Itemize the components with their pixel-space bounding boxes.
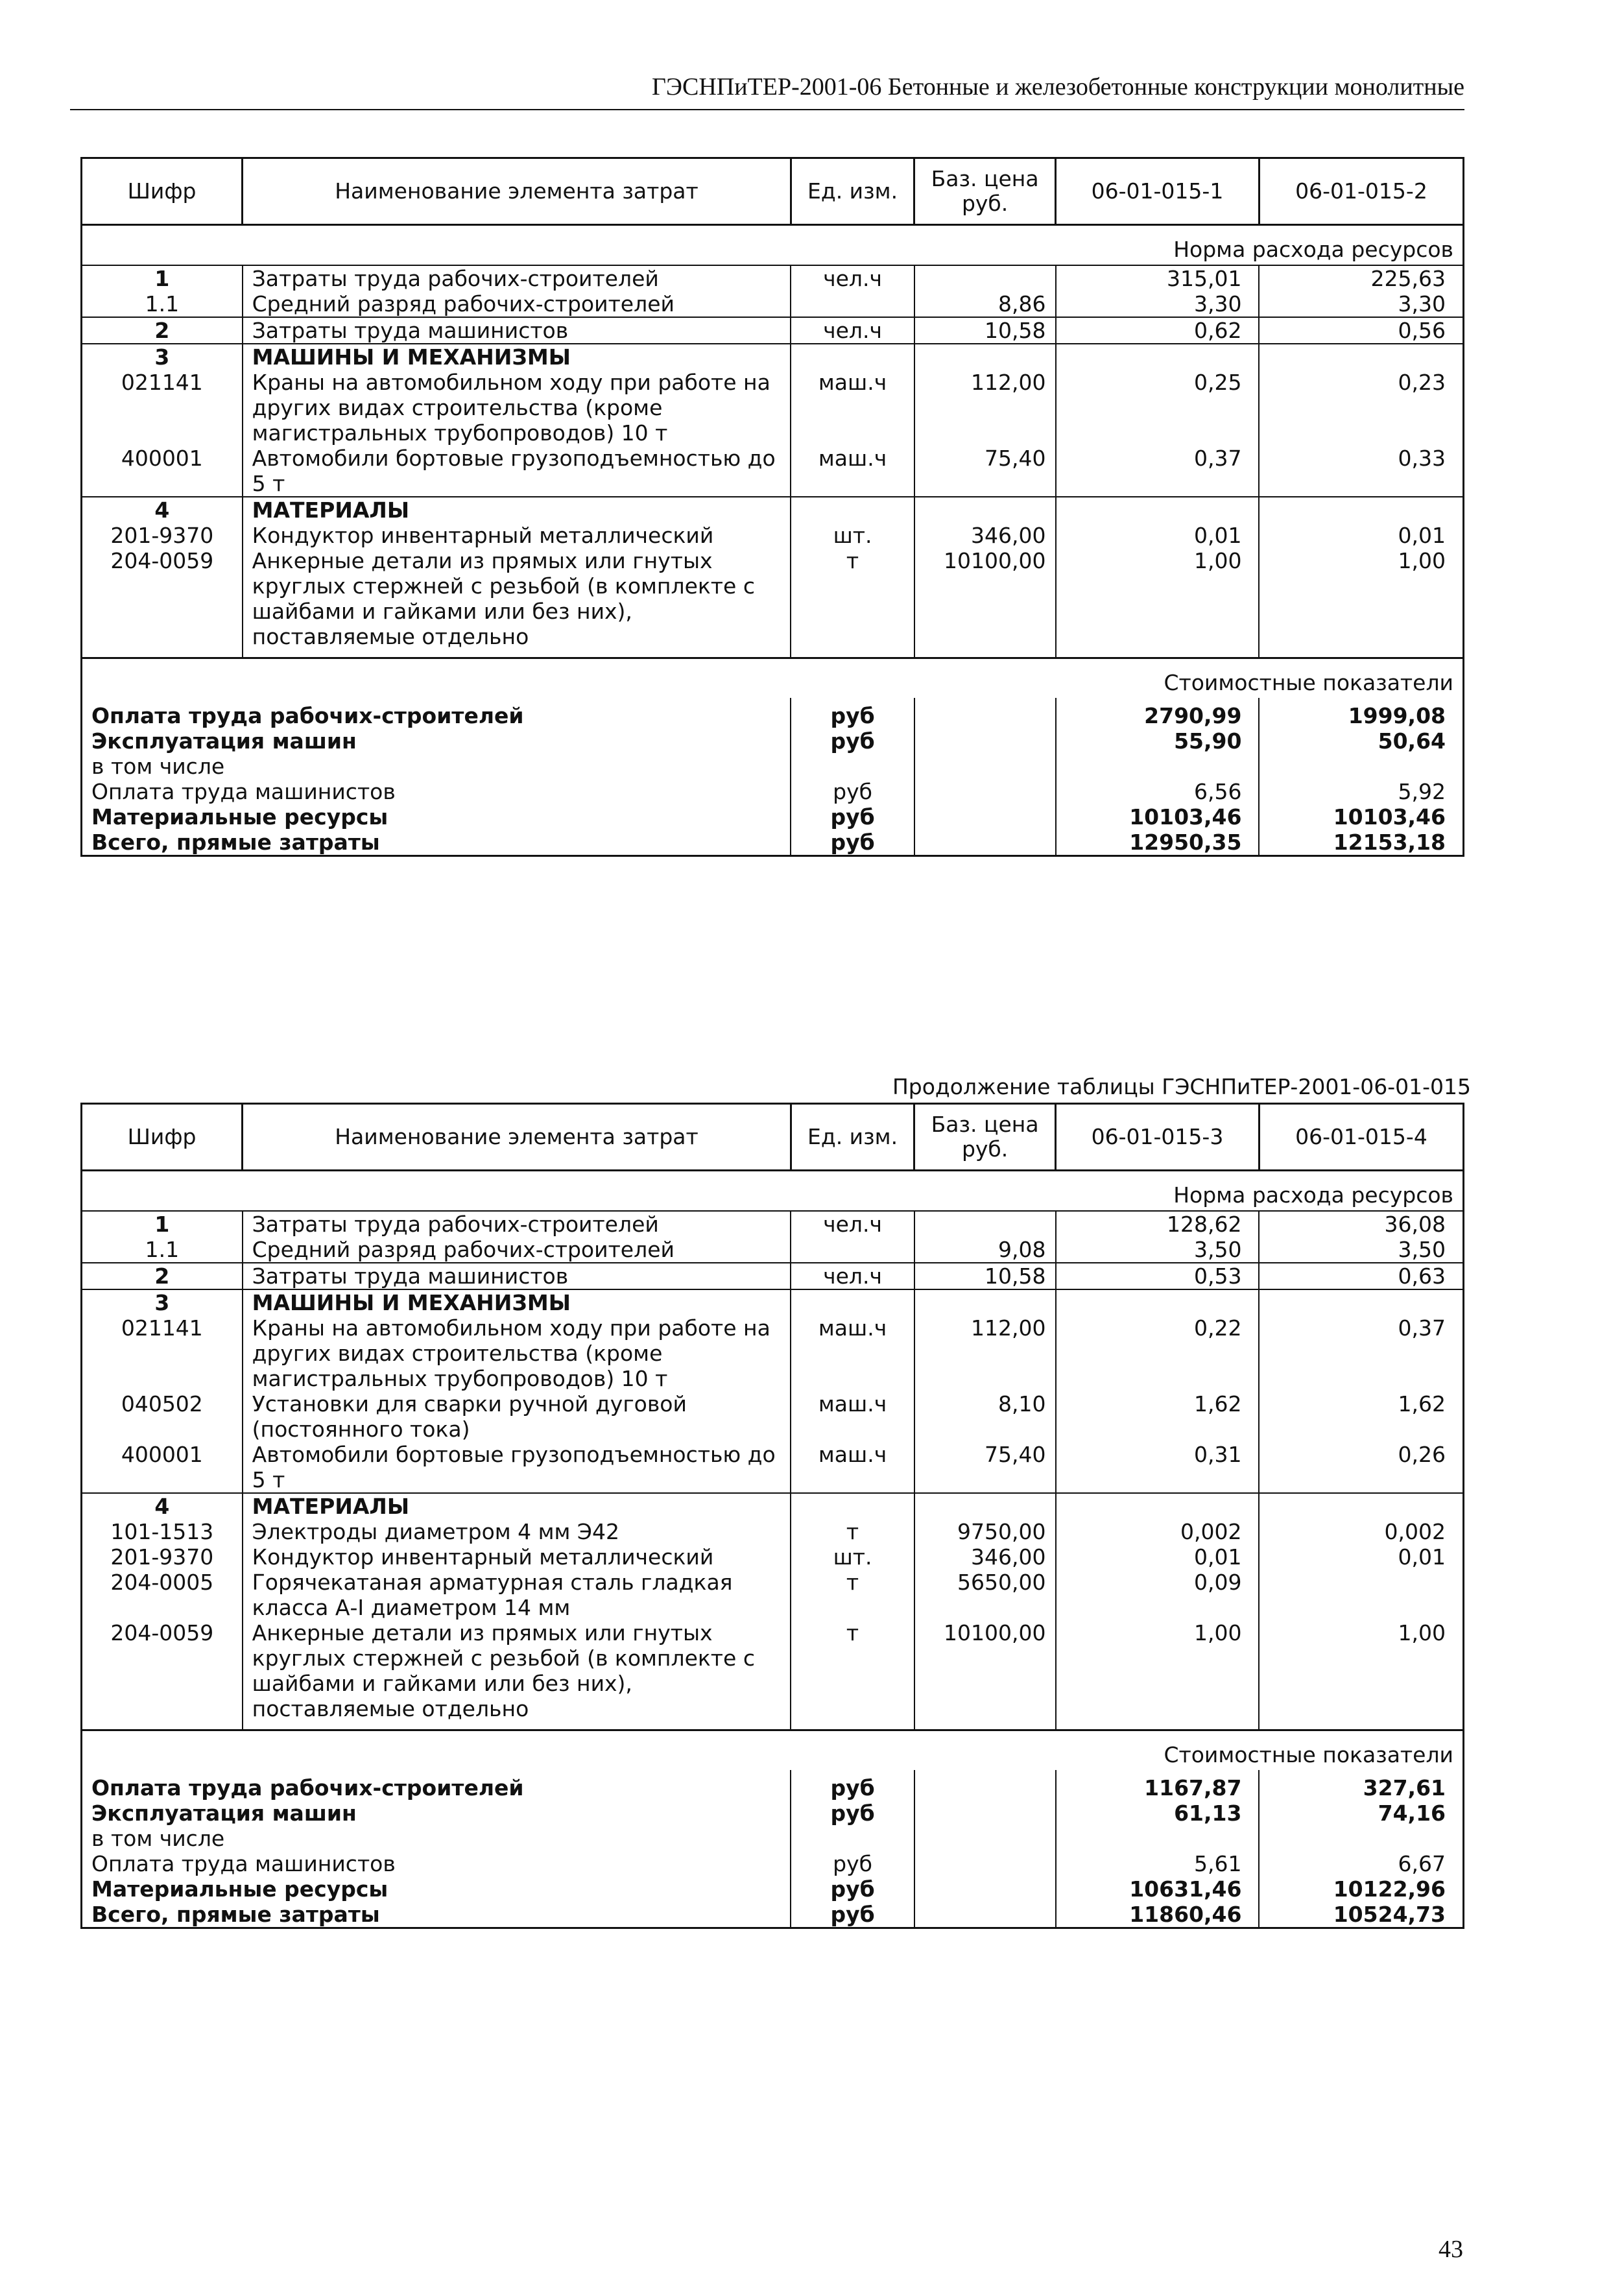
- spacer-cell: [914, 649, 1056, 658]
- spacer-cell: [791, 649, 914, 658]
- row-value-2: [1259, 1289, 1463, 1315]
- row-value-1: 128,62: [1056, 1211, 1260, 1237]
- row-value-1: 0,09: [1056, 1570, 1260, 1620]
- row-price: [914, 344, 1056, 370]
- cost-value-1: [1056, 1826, 1260, 1851]
- cost-label: Материальные ресурсы: [82, 804, 791, 830]
- row-unit: маш.ч: [791, 1315, 914, 1391]
- cost-label: в том числе: [82, 754, 791, 779]
- spacer-cell: [1259, 649, 1463, 658]
- row-code: 040502: [82, 1391, 243, 1442]
- cost-label: Оплата труда машинистов: [82, 779, 791, 804]
- table-row: [82, 523, 1464, 548]
- norm-caption: Норма расхода ресурсов: [82, 225, 1464, 266]
- table-row: [82, 497, 1464, 523]
- table-row: [82, 1442, 1464, 1493]
- cost-label: Эксплуатация машин: [82, 728, 791, 754]
- row-price: 10,58: [914, 317, 1056, 344]
- column-header-name: Наименование элемента затрат: [243, 158, 791, 225]
- column-header-1: 06-01-015-1: [1056, 158, 1260, 225]
- cost-unit: [791, 754, 914, 779]
- table-row: [82, 1237, 1464, 1263]
- cost-value-1: 61,13: [1056, 1800, 1260, 1826]
- table-row: [82, 446, 1464, 497]
- table-row: [82, 1263, 1464, 1289]
- row-name: Автомобили бортовые грузоподъемностью до 5 т: [243, 446, 791, 497]
- row-value-2: [1259, 497, 1463, 523]
- row-unit: [791, 344, 914, 370]
- cost-value-1: [1056, 754, 1260, 779]
- row-value-2: 0,37: [1259, 1315, 1463, 1391]
- spacer-cell: [82, 1721, 243, 1730]
- page-header: ГЭСНПиТЕР-2001-06 Бетонные и железобетонные конструкции монолитные: [651, 73, 1464, 101]
- cost-label: Материальные ресурсы: [82, 1876, 791, 1902]
- row-value-1: 0,002: [1056, 1519, 1260, 1544]
- row-unit: т: [791, 1570, 914, 1620]
- cost-unit: руб: [791, 1876, 914, 1902]
- cost-price: [914, 1826, 1056, 1851]
- cost-value-2: 327,61: [1259, 1770, 1463, 1800]
- cost-value-2: [1259, 754, 1463, 779]
- row-price: 346,00: [914, 523, 1056, 548]
- cost-value-1: 10631,46: [1056, 1876, 1260, 1902]
- resource-table-2: [80, 1103, 1464, 1929]
- cost-caption: Стоимостные показатели: [82, 1730, 1464, 1771]
- row-code: 2: [82, 317, 243, 344]
- cost-row: [82, 754, 1464, 779]
- cost-unit: руб: [791, 698, 914, 728]
- spacer-cell: [914, 1721, 1056, 1730]
- cost-price: [914, 779, 1056, 804]
- spacer-cell: [82, 649, 243, 658]
- row-price: 9,08: [914, 1237, 1056, 1263]
- row-value-1: 0,53: [1056, 1263, 1260, 1289]
- row-code: 1: [82, 265, 243, 291]
- table-row: [82, 370, 1464, 446]
- row-price: 346,00: [914, 1544, 1056, 1570]
- row-value-2: 225,63: [1259, 265, 1463, 291]
- row-name: Затраты труда рабочих-строителей: [243, 265, 791, 291]
- row-value-2: 0,01: [1259, 523, 1463, 548]
- row-code: 204-0005: [82, 1570, 243, 1620]
- row-value-2: 3,50: [1259, 1237, 1463, 1263]
- row-code: 400001: [82, 446, 243, 497]
- resource-block-end: [82, 1721, 1464, 1730]
- column-header-2: 06-01-015-2: [1259, 158, 1463, 225]
- row-value-2: 0,63: [1259, 1263, 1463, 1289]
- row-value-1: 0,31: [1056, 1442, 1260, 1493]
- cost-price: [914, 754, 1056, 779]
- row-name: Затраты труда машинистов: [243, 1263, 791, 1289]
- row-code: 4: [82, 497, 243, 523]
- spacer-cell: [243, 1721, 791, 1730]
- row-unit: маш.ч: [791, 370, 914, 446]
- row-unit: т: [791, 1519, 914, 1544]
- row-code: 204-0059: [82, 1620, 243, 1721]
- cost-value-2: 6,67: [1259, 1851, 1463, 1876]
- cost-label: Оплата труда рабочих-строителей: [82, 1770, 791, 1800]
- cost-price: [914, 804, 1056, 830]
- row-price: 8,10: [914, 1391, 1056, 1442]
- column-header-1: 06-01-015-3: [1056, 1104, 1260, 1171]
- row-name: МАШИНЫ И МЕХАНИЗМЫ: [243, 344, 791, 370]
- row-unit: шт.: [791, 1544, 914, 1570]
- row-value-2: 3,30: [1259, 291, 1463, 317]
- cost-caption-row: [82, 658, 1464, 699]
- cost-unit: руб: [791, 804, 914, 830]
- row-value-1: 0,22: [1056, 1315, 1260, 1391]
- row-value-2: 0,33: [1259, 446, 1463, 497]
- row-value-1: 1,62: [1056, 1391, 1260, 1442]
- table-row: [82, 548, 1464, 649]
- row-unit: шт.: [791, 523, 914, 548]
- row-unit: [791, 1289, 914, 1315]
- cost-row: [82, 1902, 1464, 1928]
- row-value-2: 0,56: [1259, 317, 1463, 344]
- row-price: 9750,00: [914, 1519, 1056, 1544]
- cost-value-1: 6,56: [1056, 779, 1260, 804]
- resource-block-end: [82, 649, 1464, 658]
- table-row: [82, 1391, 1464, 1442]
- row-value-2: 1,00: [1259, 1620, 1463, 1721]
- row-value-1: 0,01: [1056, 1544, 1260, 1570]
- row-unit: маш.ч: [791, 1391, 914, 1442]
- row-price: [914, 1211, 1056, 1237]
- cost-unit: руб: [791, 1800, 914, 1826]
- row-unit: т: [791, 548, 914, 649]
- row-unit: [791, 497, 914, 523]
- row-value-2: 36,08: [1259, 1211, 1463, 1237]
- cost-row: [82, 1800, 1464, 1826]
- row-price: [914, 265, 1056, 291]
- column-header-price: Баз. цена руб.: [914, 1104, 1056, 1171]
- cost-value-1: 10103,46: [1056, 804, 1260, 830]
- row-code: 3: [82, 344, 243, 370]
- table-row: [82, 1493, 1464, 1519]
- cost-row: [82, 830, 1464, 856]
- row-value-2: 0,002: [1259, 1519, 1463, 1544]
- row-code: 4: [82, 1493, 243, 1519]
- cost-value-1: 1167,87: [1056, 1770, 1260, 1800]
- table-row: [82, 1315, 1464, 1391]
- row-name: МАТЕРИАЛЫ: [243, 497, 791, 523]
- cost-value-2: 1999,08: [1259, 698, 1463, 728]
- row-unit: т: [791, 1620, 914, 1721]
- cost-label: Эксплуатация машин: [82, 1800, 791, 1826]
- cost-price: [914, 1770, 1056, 1800]
- row-value-1: 0,25: [1056, 370, 1260, 446]
- row-unit: чел.ч: [791, 317, 914, 344]
- row-code: 1: [82, 1211, 243, 1237]
- table-row: [82, 1211, 1464, 1237]
- row-name: МАТЕРИАЛЫ: [243, 1493, 791, 1519]
- row-price: 8,86: [914, 291, 1056, 317]
- column-header-unit: Ед. изм.: [791, 1104, 914, 1171]
- row-price: [914, 1289, 1056, 1315]
- row-unit: чел.ч: [791, 1211, 914, 1237]
- row-value-2: [1259, 344, 1463, 370]
- row-price: 10100,00: [914, 1620, 1056, 1721]
- table-row: [82, 1544, 1464, 1570]
- row-value-2: 0,26: [1259, 1442, 1463, 1493]
- page-number: 43: [1439, 2236, 1463, 2263]
- table-row: [82, 1620, 1464, 1721]
- cost-price: [914, 698, 1056, 728]
- row-unit: [791, 1493, 914, 1519]
- cost-caption: Стоимостные показатели: [82, 658, 1464, 699]
- row-unit: [791, 291, 914, 317]
- row-code: 201-9370: [82, 1544, 243, 1570]
- table-row: [82, 291, 1464, 317]
- row-price: [914, 497, 1056, 523]
- table-row: [82, 1289, 1464, 1315]
- cost-price: [914, 1800, 1056, 1826]
- row-unit: [791, 1237, 914, 1263]
- cost-price: [914, 728, 1056, 754]
- cost-label: Всего, прямые затраты: [82, 1902, 791, 1928]
- spacer-cell: [243, 649, 791, 658]
- resource-table-1: [80, 157, 1464, 857]
- cost-row: [82, 779, 1464, 804]
- row-value-1: 0,62: [1056, 317, 1260, 344]
- cost-label: в том числе: [82, 1826, 791, 1851]
- cost-row: [82, 1770, 1464, 1800]
- row-name: Горячекатаная арматурная сталь гладкая класса А-I диаметром 14 мм: [243, 1570, 791, 1620]
- row-code: 021141: [82, 370, 243, 446]
- row-value-1: 1,00: [1056, 1620, 1260, 1721]
- row-value-1: [1056, 344, 1260, 370]
- row-name: МАШИНЫ И МЕХАНИЗМЫ: [243, 1289, 791, 1315]
- cost-value-2: 10524,73: [1259, 1902, 1463, 1928]
- row-value-2: 1,00: [1259, 548, 1463, 649]
- table-row: [82, 1519, 1464, 1544]
- row-value-2: 0,23: [1259, 370, 1463, 446]
- cost-row: [82, 728, 1464, 754]
- column-header-price: Баз. цена руб.: [914, 158, 1056, 225]
- cost-value-1: 5,61: [1056, 1851, 1260, 1876]
- cost-value-2: 12153,18: [1259, 830, 1463, 856]
- cost-label: Оплата труда машинистов: [82, 1851, 791, 1876]
- cost-label: Оплата труда рабочих-строителей: [82, 698, 791, 728]
- spacer-cell: [1056, 1721, 1260, 1730]
- cost-unit: руб: [791, 1902, 914, 1928]
- row-name: Анкерные детали из прямых или гнутых круглых стержней с резьбой (в комплекте с шайбами и гайками или без них), поставляемые отдельно: [243, 1620, 791, 1721]
- cost-value-2: 10103,46: [1259, 804, 1463, 830]
- column-header-2: 06-01-015-4: [1259, 1104, 1463, 1171]
- row-name: Автомобили бортовые грузоподъемностью до 5 т: [243, 1442, 791, 1493]
- spacer-cell: [791, 1721, 914, 1730]
- row-value-2: [1259, 1570, 1463, 1620]
- row-name: Краны на автомобильном ходу при работе на других видах строительства (кроме магистральных трубопроводов) 10 т: [243, 1315, 791, 1391]
- table-header-row: [82, 1104, 1464, 1171]
- row-code: 3: [82, 1289, 243, 1315]
- cost-value-2: 10122,96: [1259, 1876, 1463, 1902]
- row-price: 112,00: [914, 370, 1056, 446]
- spacer-cell: [1259, 1721, 1463, 1730]
- column-header-name: Наименование элемента затрат: [243, 1104, 791, 1171]
- cost-price: [914, 1902, 1056, 1928]
- row-code: 400001: [82, 1442, 243, 1493]
- row-value-2: 0,01: [1259, 1544, 1463, 1570]
- row-value-1: 3,50: [1056, 1237, 1260, 1263]
- row-price: 75,40: [914, 1442, 1056, 1493]
- cost-value-1: 2790,99: [1056, 698, 1260, 728]
- cost-row: [82, 804, 1464, 830]
- column-header-code: Шифр: [82, 1104, 243, 1171]
- row-value-1: [1056, 1493, 1260, 1519]
- cost-unit: [791, 1826, 914, 1851]
- row-name: Затраты труда рабочих-строителей: [243, 1211, 791, 1237]
- table-header-row: [82, 158, 1464, 225]
- row-name: Анкерные детали из прямых или гнутых круглых стержней с резьбой (в комплекте с шайбами и гайками или без них), поставляемые отдельно: [243, 548, 791, 649]
- cost-unit: руб: [791, 1770, 914, 1800]
- row-value-1: 315,01: [1056, 265, 1260, 291]
- row-code: 204-0059: [82, 548, 243, 649]
- row-name: Электроды диаметром 4 мм Э42: [243, 1519, 791, 1544]
- cost-label: Всего, прямые затраты: [82, 830, 791, 856]
- row-name: Средний разряд рабочих-строителей: [243, 1237, 791, 1263]
- norm-caption: Норма расхода ресурсов: [82, 1171, 1464, 1212]
- row-price: 10,58: [914, 1263, 1056, 1289]
- row-code: 1.1: [82, 291, 243, 317]
- cost-value-2: 50,64: [1259, 728, 1463, 754]
- row-price: 112,00: [914, 1315, 1056, 1391]
- row-value-2: 1,62: [1259, 1391, 1463, 1442]
- row-value-1: 1,00: [1056, 548, 1260, 649]
- cost-price: [914, 1851, 1056, 1876]
- table-row: [82, 1570, 1464, 1620]
- cost-unit: руб: [791, 779, 914, 804]
- row-price: 5650,00: [914, 1570, 1056, 1620]
- row-value-1: 0,37: [1056, 446, 1260, 497]
- row-name: Средний разряд рабочих-строителей: [243, 291, 791, 317]
- row-price: 75,40: [914, 446, 1056, 497]
- cost-value-1: 12950,35: [1056, 830, 1260, 856]
- cost-unit: руб: [791, 728, 914, 754]
- table-row: [82, 344, 1464, 370]
- cost-value-1: 55,90: [1056, 728, 1260, 754]
- row-code: 1.1: [82, 1237, 243, 1263]
- cost-price: [914, 1876, 1056, 1902]
- cost-row: [82, 1876, 1464, 1902]
- row-unit: маш.ч: [791, 446, 914, 497]
- row-code: 2: [82, 1263, 243, 1289]
- row-price: [914, 1493, 1056, 1519]
- spacer-cell: [1056, 649, 1260, 658]
- row-value-1: [1056, 497, 1260, 523]
- cost-unit: руб: [791, 830, 914, 856]
- cost-price: [914, 830, 1056, 856]
- row-name: Краны на автомобильном ходу при работе на других видах строительства (кроме магистральных трубопроводов) 10 т: [243, 370, 791, 446]
- continuation-caption: Продолжение таблицы ГЭСНПиТЕР-2001-06-01-015: [892, 1074, 1471, 1099]
- column-header-code: Шифр: [82, 158, 243, 225]
- row-code: 201-9370: [82, 523, 243, 548]
- cost-value-1: 11860,46: [1056, 1902, 1260, 1928]
- header-rule: [70, 109, 1464, 110]
- row-value-2: [1259, 1493, 1463, 1519]
- row-price: 10100,00: [914, 548, 1056, 649]
- cost-row: [82, 1826, 1464, 1851]
- row-name: Установки для сварки ручной дуговой (постоянного тока): [243, 1391, 791, 1442]
- cost-value-2: [1259, 1826, 1463, 1851]
- table-row: [82, 265, 1464, 291]
- cost-value-2: 74,16: [1259, 1800, 1463, 1826]
- row-name: Затраты труда машинистов: [243, 317, 791, 344]
- row-code: 021141: [82, 1315, 243, 1391]
- norm-caption-row: [82, 1171, 1464, 1212]
- row-value-1: 0,01: [1056, 523, 1260, 548]
- row-value-1: 3,30: [1056, 291, 1260, 317]
- cost-row: [82, 698, 1464, 728]
- norm-caption-row: [82, 225, 1464, 266]
- row-value-1: [1056, 1289, 1260, 1315]
- cost-value-2: 5,92: [1259, 779, 1463, 804]
- row-name: Кондуктор инвентарный металлический: [243, 1544, 791, 1570]
- cost-row: [82, 1851, 1464, 1876]
- row-unit: маш.ч: [791, 1442, 914, 1493]
- row-unit: чел.ч: [791, 265, 914, 291]
- row-code: 101-1513: [82, 1519, 243, 1544]
- table-row: [82, 317, 1464, 344]
- row-name: Кондуктор инвентарный металлический: [243, 523, 791, 548]
- column-header-unit: Ед. изм.: [791, 158, 914, 225]
- cost-caption-row: [82, 1730, 1464, 1771]
- row-unit: чел.ч: [791, 1263, 914, 1289]
- cost-unit: руб: [791, 1851, 914, 1876]
